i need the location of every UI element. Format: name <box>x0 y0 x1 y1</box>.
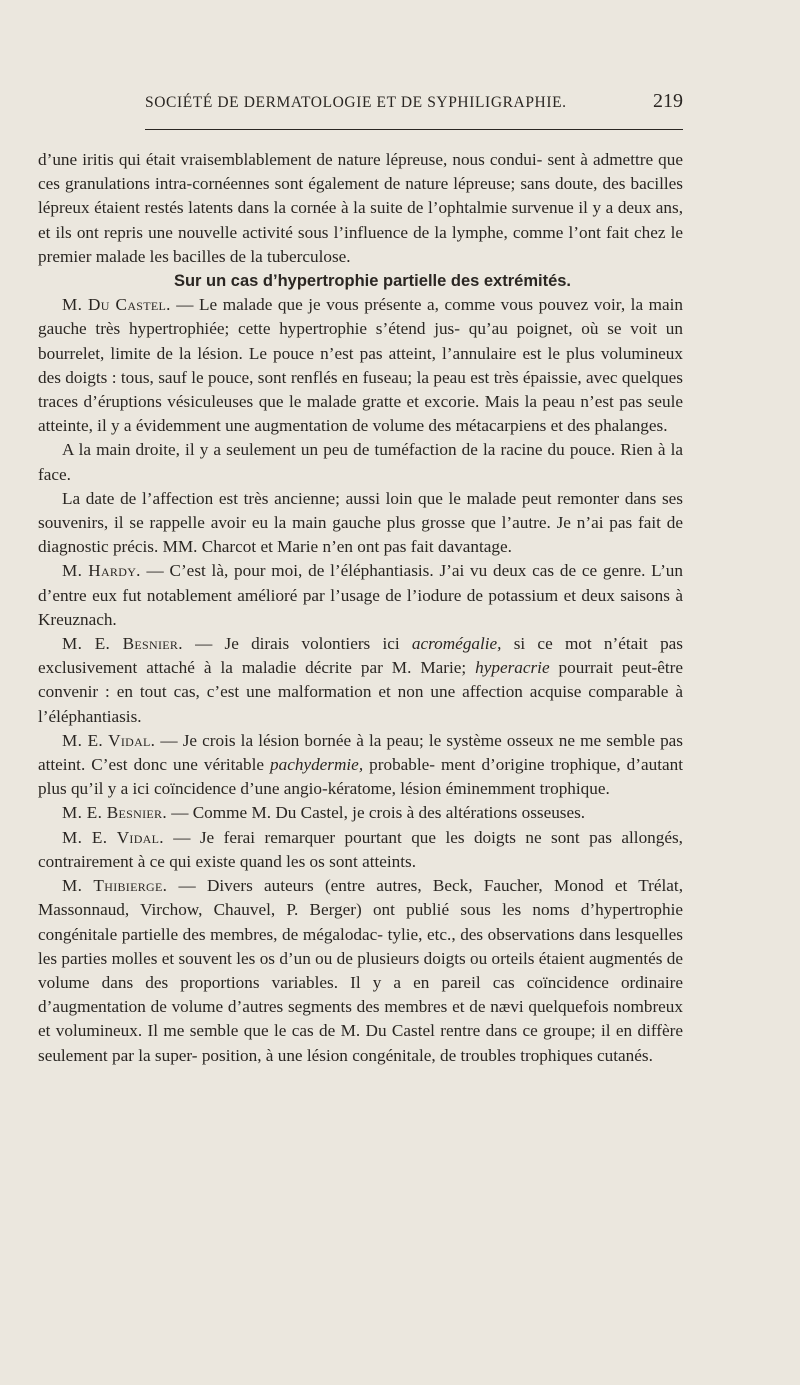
body-text <box>38 148 683 1068</box>
paragraph-text: — Le malade que je vous présente a, comme vous pouvez voir, la main gauche très hypertrophiée; cette hypertrophie s’étend jus- qu’au poignet, où se voit un bourrelet, limite de la lésion. Le pouce n’est pas atteint, l’annulaire est le plus volumineux des doigts : tous, sauf le pouce, sont renflés en fuseau; la peau est très épaissie, avec quelques traces d’éruptions vésiculeuses que le malade gratte et excorie. Mais la peau n’est pas seule atteinte, il y a évidemment une augmentation de volume des métacarpiens et des phalanges. <box>38 295 683 436</box>
paragraph-text: — Divers auteurs (entre autres, Beck, Faucher, Monod et Trélat, Massonnaud, Virchow, Chauvel, P. Berger) ont publié sous les noms d’hypertrophie congénitale partielle des membres, de mégalodac- tylie, etc., des observations dans lesquelles les parties molles et souvent les os d’un ou de plusieurs doigts ou orteils étaient augmentés de volume dans des proportions variables. Il y a en pareil cas coïncidence ordinaire d’augmentation de volume d’autres segments des membres et de nævi quelquefois nombreux et volumineux. Il me semble que le cas de M. Du Castel rentre dans ce groupe; il en diffère seulement par la super- position, à une lésion congénitale, de troubles trophiques cutanés. <box>38 876 683 1065</box>
paragraph-text: probable- ment d’origine trophique, d’autant plus qu’il y a ici coïncidence d’une angio-kératome, lésion éminemment trophique. <box>38 755 683 799</box>
paragraph-text: — Je crois la lésion bornée à la peau; le système osseux ne me semble pas atteint. C’est donc une véritable <box>38 730 683 775</box>
paragraph-besnier-2 <box>38 801 683 825</box>
section-title: Sur un cas d’hypertrophie partielle des extrémités. <box>173 272 572 291</box>
paragraph-du-castel <box>38 293 683 438</box>
paragraph-thibierge <box>38 874 683 1068</box>
running-head-title: SOCIÉTÉ DE DERMATOLOGIE ET DE SYPHILIGRAPHIE. <box>145 94 567 111</box>
speaker-name: M. Du Castel. <box>62 295 171 315</box>
paragraph-vidal-2 <box>38 826 683 874</box>
running-header <box>145 90 683 113</box>
speaker-name: M. E. Vidal. <box>62 730 156 750</box>
paragraph-hardy <box>38 559 683 632</box>
speaker-name: M. Hardy. <box>62 561 141 581</box>
page-number: 219 <box>653 90 683 112</box>
paragraph-text: pourrait peut-être convenir : en tout cas, c’est une malformation et non une affection acquise comparable à l’éléphantiasis. <box>38 658 683 726</box>
paragraph-continued: d’une iritis qui était vraisemblablement de nature lépreuse, nous condui- sent à admettre que ces granulations intra-cornéennes sont également de nature lépreuse; sans doute, des bacilles lépreux étaient restés latents dans la cornée à la suite de l’ophtalmie survenue il y a deux ans, et ils ont repris une nouvelle activité sous l’influence de la lymphe, comme l’ont fait chez le premier malade les bacilles de la tuberculose. <box>38 150 683 266</box>
speaker-name: M. E. Besnier. <box>62 803 167 823</box>
paragraph-text: si ce mot n’était pas exclusivement attaché à la maladie décrite par M. Marie; <box>38 634 683 678</box>
paragraph-text: — C’est là, pour moi, de l’éléphantiasis. J’ai vu deux cas de ce genre. L’un d’entre eux fut notablement amélioré par l’usage de l’iodure de potassium et deux saisons à Kreuznach. <box>38 561 683 629</box>
italic-term: pachydermie, <box>270 755 364 775</box>
paragraph-vidal-1 <box>38 729 683 802</box>
paragraph-date-affection: La date de l’affection est très ancienne; aussi loin que le malade peut remonter dans ses souvenirs, il se rappelle avoir eu la main gauche plus grosse que l’autre. Je n’ai pas fait de diagnostic précis. MM. Charcot et Marie n’en ont pas fait davantage. <box>38 488 683 557</box>
speaker-name: M. E. Besnier. <box>62 634 183 654</box>
paragraph-main-droite: A la main droite, il y a seulement un peu de tuméfaction de la racine du pouce. Rien à la face. <box>38 440 683 484</box>
header-rule <box>145 129 683 130</box>
speaker-name: M. E. Vidal. <box>62 827 164 847</box>
paragraph-text: — Je ferai remarquer pourtant que les doigts ne sont pas allongés, contrairement à ce qui existe quand les os sont atteints. <box>38 827 683 871</box>
italic-term: acromégalie, <box>411 634 502 654</box>
speaker-name: M. Thibierge. <box>62 876 168 896</box>
italic-term: hyperacrie <box>475 658 550 678</box>
paragraph-besnier-1 <box>38 632 683 729</box>
paragraph-text: — Comme M. Du Castel, je crois à des altérations osseuses. <box>166 803 586 823</box>
paragraph-text: — Je dirais volontiers ici <box>182 634 412 654</box>
